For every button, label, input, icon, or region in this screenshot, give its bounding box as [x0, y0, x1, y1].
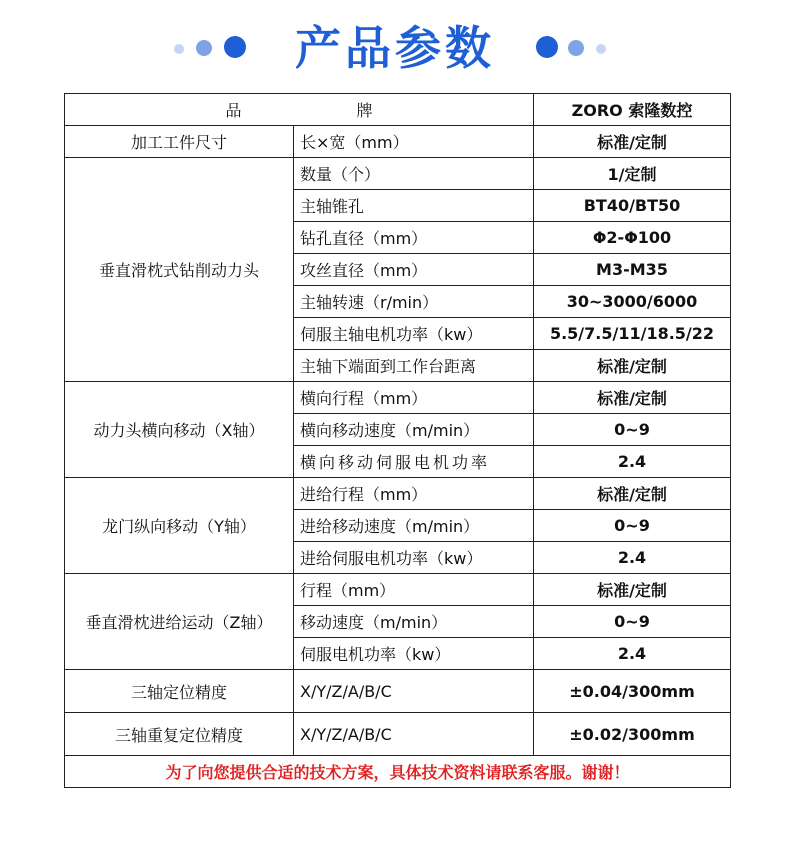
- table-row: [65, 126, 731, 158]
- param-cell: 伺服主轴电机功率（kw）: [294, 318, 534, 350]
- value-cell: 0~9: [534, 414, 731, 446]
- param-cell: 主轴锥孔: [294, 190, 534, 222]
- value-cell: 5.5/7.5/11/18.5/22: [534, 318, 731, 350]
- table-row: [65, 382, 731, 414]
- decor-dot-icon: [596, 44, 606, 54]
- category-cell: 加工工件尺寸: [65, 126, 294, 158]
- value-cell: 标准/定制: [534, 350, 731, 382]
- param-cell: 长×宽（mm）: [294, 126, 534, 158]
- param-cell: X/Y/Z/A/B/C: [294, 670, 534, 713]
- param-cell: 伺服电机功率（kw）: [294, 638, 534, 670]
- param-cell: X/Y/Z/A/B/C: [294, 713, 534, 756]
- value-cell: 30~3000/6000: [534, 286, 731, 318]
- decor-dot-icon: [536, 36, 558, 58]
- value-cell: 0~9: [534, 606, 731, 638]
- param-cell: 钻孔直径（mm）: [294, 222, 534, 254]
- value-cell: ±0.04/300mm: [534, 670, 731, 713]
- param-cell: 横向移动速度（m/min）: [294, 414, 534, 446]
- table-row: [65, 756, 731, 788]
- param-cell: 行程（mm）: [294, 574, 534, 606]
- param-cell: 主轴转速（r/min）: [294, 286, 534, 318]
- value-cell: 标准/定制: [534, 126, 731, 158]
- param-cell: 横向移动伺服电机功率: [294, 446, 534, 478]
- page-header: [0, 0, 790, 90]
- page-title: 产品参数: [295, 21, 495, 75]
- value-cell: Φ2-Φ100: [534, 222, 731, 254]
- table-row: [65, 670, 731, 713]
- value-cell: M3-M35: [534, 254, 731, 286]
- category-cell: 垂直滑枕式钻削动力头: [65, 158, 294, 382]
- category-cell: 三轴重复定位精度: [65, 713, 294, 756]
- value-cell: ±0.02/300mm: [534, 713, 731, 756]
- category-cell: 龙门纵向移动（Y轴）: [65, 478, 294, 574]
- param-cell: 进给移动速度（m/min）: [294, 510, 534, 542]
- category-cell: 三轴定位精度: [65, 670, 294, 713]
- value-cell: 0~9: [534, 510, 731, 542]
- value-cell: 1/定制: [534, 158, 731, 190]
- param-cell: 主轴下端面到工作台距离: [294, 350, 534, 382]
- brand-label-left: 品: [225, 101, 242, 120]
- spec-table: [64, 93, 731, 788]
- category-cell: 垂直滑枕进给运动（Z轴）: [65, 574, 294, 670]
- value-cell: 2.4: [534, 446, 731, 478]
- param-cell: 进给伺服电机功率（kw）: [294, 542, 534, 574]
- brand-label-right: 牌: [356, 101, 373, 120]
- param-cell: 横向行程（mm）: [294, 382, 534, 414]
- value-cell: 标准/定制: [534, 574, 731, 606]
- value-cell: 标准/定制: [534, 382, 731, 414]
- value-cell: 2.4: [534, 542, 731, 574]
- table-row: [65, 713, 731, 756]
- value-cell: 标准/定制: [534, 478, 731, 510]
- table-row: [65, 94, 731, 126]
- param-cell: 移动速度（m/min）: [294, 606, 534, 638]
- value-cell: BT40/BT50: [534, 190, 731, 222]
- decor-dot-icon: [568, 40, 584, 56]
- table-row: [65, 574, 731, 606]
- brand-label-cell: [65, 94, 534, 126]
- param-cell: 攻丝直径（mm）: [294, 254, 534, 286]
- value-cell: 2.4: [534, 638, 731, 670]
- table-row: [65, 158, 731, 190]
- param-cell: 进给行程（mm）: [294, 478, 534, 510]
- footer-notice: 为了向您提供合适的技术方案，具体技术资料请联系客服。谢谢！: [65, 756, 731, 788]
- param-cell: 数量（个）: [294, 158, 534, 190]
- category-cell: 动力头横向移动（X轴）: [65, 382, 294, 478]
- brand-value: ZORO 索隆数控: [534, 94, 731, 126]
- table-row: [65, 478, 731, 510]
